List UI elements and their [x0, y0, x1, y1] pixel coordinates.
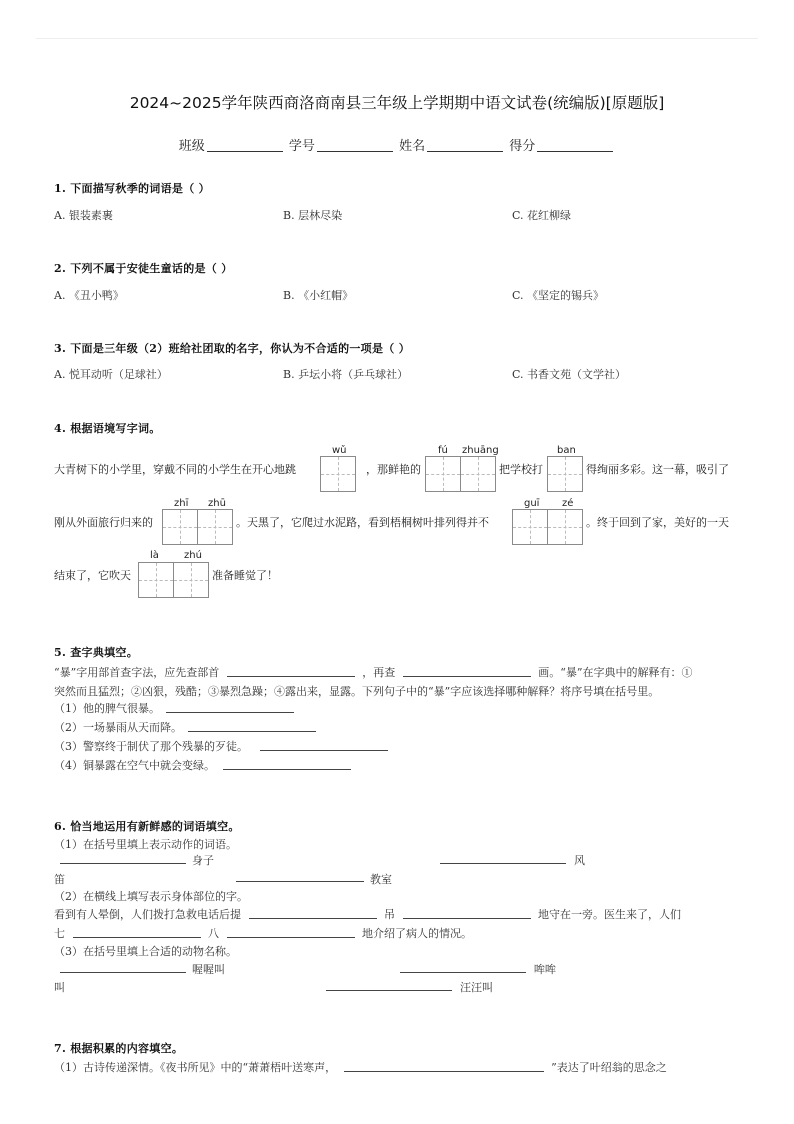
q6-word-moumou: 哞哞 — [534, 963, 556, 976]
pinyin-zhuang: zhuāng — [462, 445, 499, 456]
pinyin-ze: zé — [562, 498, 574, 509]
q6-text-2b: 吊 — [384, 908, 395, 921]
q6-text-2a: 看到有人晕倒，人们拨打急救电话后提 — [54, 908, 241, 921]
q4-text-2a: 刚从外面旅行归来的 — [54, 516, 153, 529]
q7-line-1 — [54, 1059, 667, 1075]
q6-sub-2-line-2 — [54, 925, 472, 941]
q5-item-3-text: （3）警察终于制伏了那个残暴的歹徒。 — [54, 740, 248, 753]
q5-item-1 — [54, 700, 294, 716]
header-rule — [36, 38, 758, 39]
q5-item-4-blank[interactable] — [223, 759, 351, 770]
char-grid-zhizhu[interactable] — [162, 509, 232, 545]
q3-option-b[interactable]: B. 乒坛小将（乒乓球社） — [283, 368, 409, 381]
q6-word-di: 笛 — [54, 873, 65, 886]
question-1-stem: 1. 下面描写秋季的词语是（ ） — [54, 182, 210, 195]
q6-sub-2-line-1 — [54, 906, 681, 922]
student-id-blank[interactable] — [317, 151, 393, 152]
question-2-stem: 2. 下列不属于安徒生童话的是（ ） — [54, 262, 233, 275]
q6-blank-feng[interactable] — [440, 853, 566, 864]
q4-text-3b: 准备睡觉了！ — [212, 569, 278, 582]
q5-item-2-text: （2）一场暴雨从天而降。 — [54, 721, 182, 734]
q6-word-feng: 风 — [574, 854, 585, 867]
q6-blank-diao[interactable] — [403, 908, 531, 919]
pinyin-zhi: zhī — [174, 498, 189, 509]
q6-text-2d: 七 — [54, 927, 65, 940]
q2-option-a[interactable]: A. 《丑小鸭》 — [54, 289, 124, 302]
q5-para-1a: “暴”字用部首查字法，应先查部首 — [54, 666, 220, 679]
q5-item-4-text: （4）铜暴露在空气中就会变绿。 — [54, 759, 215, 772]
name-blank[interactable] — [427, 151, 503, 152]
q6-word-wangwang: 汪汪叫 — [460, 981, 493, 994]
q6-sub-2: （2）在横线上填写表示身体部位的字。 — [54, 890, 248, 903]
q6-text-2c: 地守在一旁。医生来了，人们 — [538, 908, 681, 921]
q5-item-3 — [54, 738, 388, 754]
q4-text-2c: 。终于回到了家，美好的一天 — [586, 516, 729, 529]
question-3-stem: 3. 下面是三年级（2）班给社团取的名字，你认为不合适的一项是（ ） — [54, 342, 410, 355]
page-title: 2024~2025学年陕西商洛商南县三年级上学期期中语文试卷(统编版)[原题版] — [129, 94, 665, 112]
char-grid-lazhu[interactable] — [138, 562, 208, 598]
q4-text-3a: 结束了，它吹天 — [54, 569, 131, 582]
q5-item-2-blank[interactable] — [188, 721, 316, 732]
q5-item-1-text: （1）他的脾气很暴。 — [54, 702, 160, 715]
pinyin-wu: wǔ — [332, 445, 347, 456]
score-label: 得分 — [509, 139, 536, 154]
q5-item-3-blank[interactable] — [260, 740, 388, 751]
q5-para-2: 突然而且猛烈；②凶狠，残酷；③暴烈急躁；④露出来，显露。下列句子中的“暴”字应该选择哪种解释？将序号填在括号里。 — [54, 685, 660, 698]
q7-text-1a: （1）古诗传递深情。《夜书所见》中的“萧萧梧叶送寒声， — [54, 1061, 337, 1074]
q6-word-shenzi: 身子 — [192, 854, 214, 867]
q2-option-c[interactable]: C. 《坚定的锡兵》 — [512, 289, 605, 302]
q4-text-1a: 大青树下的小学里，穿戴不同的小学生在开心地跳 — [54, 463, 296, 476]
q6-text-2f: 地介绍了病人的情况。 — [362, 927, 472, 940]
q4-text-1c: 把学校打 — [499, 463, 543, 476]
q5-para-1b: ，再查 — [362, 666, 396, 679]
q6-word-jiaoshi: 教室 — [370, 873, 392, 886]
char-grid-guize[interactable] — [512, 509, 582, 545]
score-blank[interactable] — [537, 151, 613, 152]
char-grid-fuzhuang[interactable] — [425, 456, 495, 492]
q5-radical-blank[interactable] — [227, 666, 355, 677]
pinyin-gui: guī — [524, 498, 540, 509]
q5-item-2 — [54, 719, 316, 735]
q1-option-b[interactable]: B. 层林尽染 — [283, 209, 343, 222]
q6-word-wowo: 喔喔叫 — [192, 963, 225, 976]
question-5-stem: 5. 查字典填空。 — [54, 646, 139, 659]
name-label: 姓名 — [399, 139, 426, 154]
question-6-stem: 6. 恰当地运用有新鲜感的词语填空。 — [54, 820, 240, 833]
q3-option-c[interactable]: C. 书香文苑（文学社） — [512, 368, 627, 381]
q7-text-1b: ”表达了叶绍翁的思念之 — [551, 1061, 667, 1074]
pinyin-ban: ban — [557, 445, 576, 456]
q6-sub-1: （1）在括号里填上表示动作的词语。 — [54, 838, 237, 851]
q7-blank-1[interactable] — [344, 1061, 544, 1072]
question-4-stem: 4. 根据语境写字词。 — [54, 422, 161, 435]
pinyin-la: là — [150, 550, 159, 561]
q6-text-2e: 八 — [208, 927, 219, 940]
q6-blank-moumou[interactable] — [400, 962, 526, 973]
q6-sub-3: （3）在括号里填上合适的动物名称。 — [54, 945, 237, 958]
q6-blank-shenzi[interactable] — [60, 853, 186, 864]
char-grid-ban[interactable] — [547, 456, 582, 492]
pinyin-zhu2: zhú — [184, 550, 202, 561]
q6-blank-ti[interactable] — [249, 908, 377, 919]
q6-blank-wangwang[interactable] — [326, 980, 452, 991]
q6-blank-wowo[interactable] — [60, 962, 186, 973]
question-7-stem: 7. 根据积累的内容填空。 — [54, 1042, 184, 1055]
q4-text-2b: 。天黑了，它爬过水泥路，看到梧桐树叶排列得并不 — [236, 516, 489, 529]
class-label: 班级 — [178, 139, 205, 154]
q2-option-b[interactable]: B. 《小红帽》 — [283, 289, 354, 302]
q6-blank-jiaoshi[interactable] — [236, 871, 364, 882]
class-blank[interactable] — [207, 151, 283, 152]
q6-word-jiao: 叫 — [54, 981, 65, 994]
q3-option-a[interactable]: A. 悦耳动听（足球社） — [54, 368, 168, 381]
q5-para-1c: 画。“暴”在字典中的解释有：① — [538, 666, 693, 679]
student-id-label: 学号 — [288, 139, 315, 154]
q1-option-a[interactable]: A. 银装素裹 — [54, 209, 113, 222]
q6-blank-ba[interactable] — [227, 927, 355, 938]
q5-item-4 — [54, 757, 351, 773]
char-grid-wu[interactable] — [320, 456, 355, 492]
student-info-row — [0, 135, 794, 154]
q4-text-1b: ，那鲜艳的 — [366, 463, 421, 476]
q5-strokes-blank[interactable] — [403, 666, 531, 677]
q5-item-1-blank[interactable] — [166, 702, 294, 713]
q6-blank-qi[interactable] — [73, 927, 201, 938]
q1-option-c[interactable]: C. 花红柳绿 — [512, 209, 572, 222]
pinyin-zhu: zhū — [208, 498, 226, 509]
q4-text-1d: 得绚丽多彩。这一幕，吸引了 — [586, 463, 729, 476]
q5-para-1 — [54, 664, 693, 680]
pinyin-fu: fú — [438, 445, 448, 456]
